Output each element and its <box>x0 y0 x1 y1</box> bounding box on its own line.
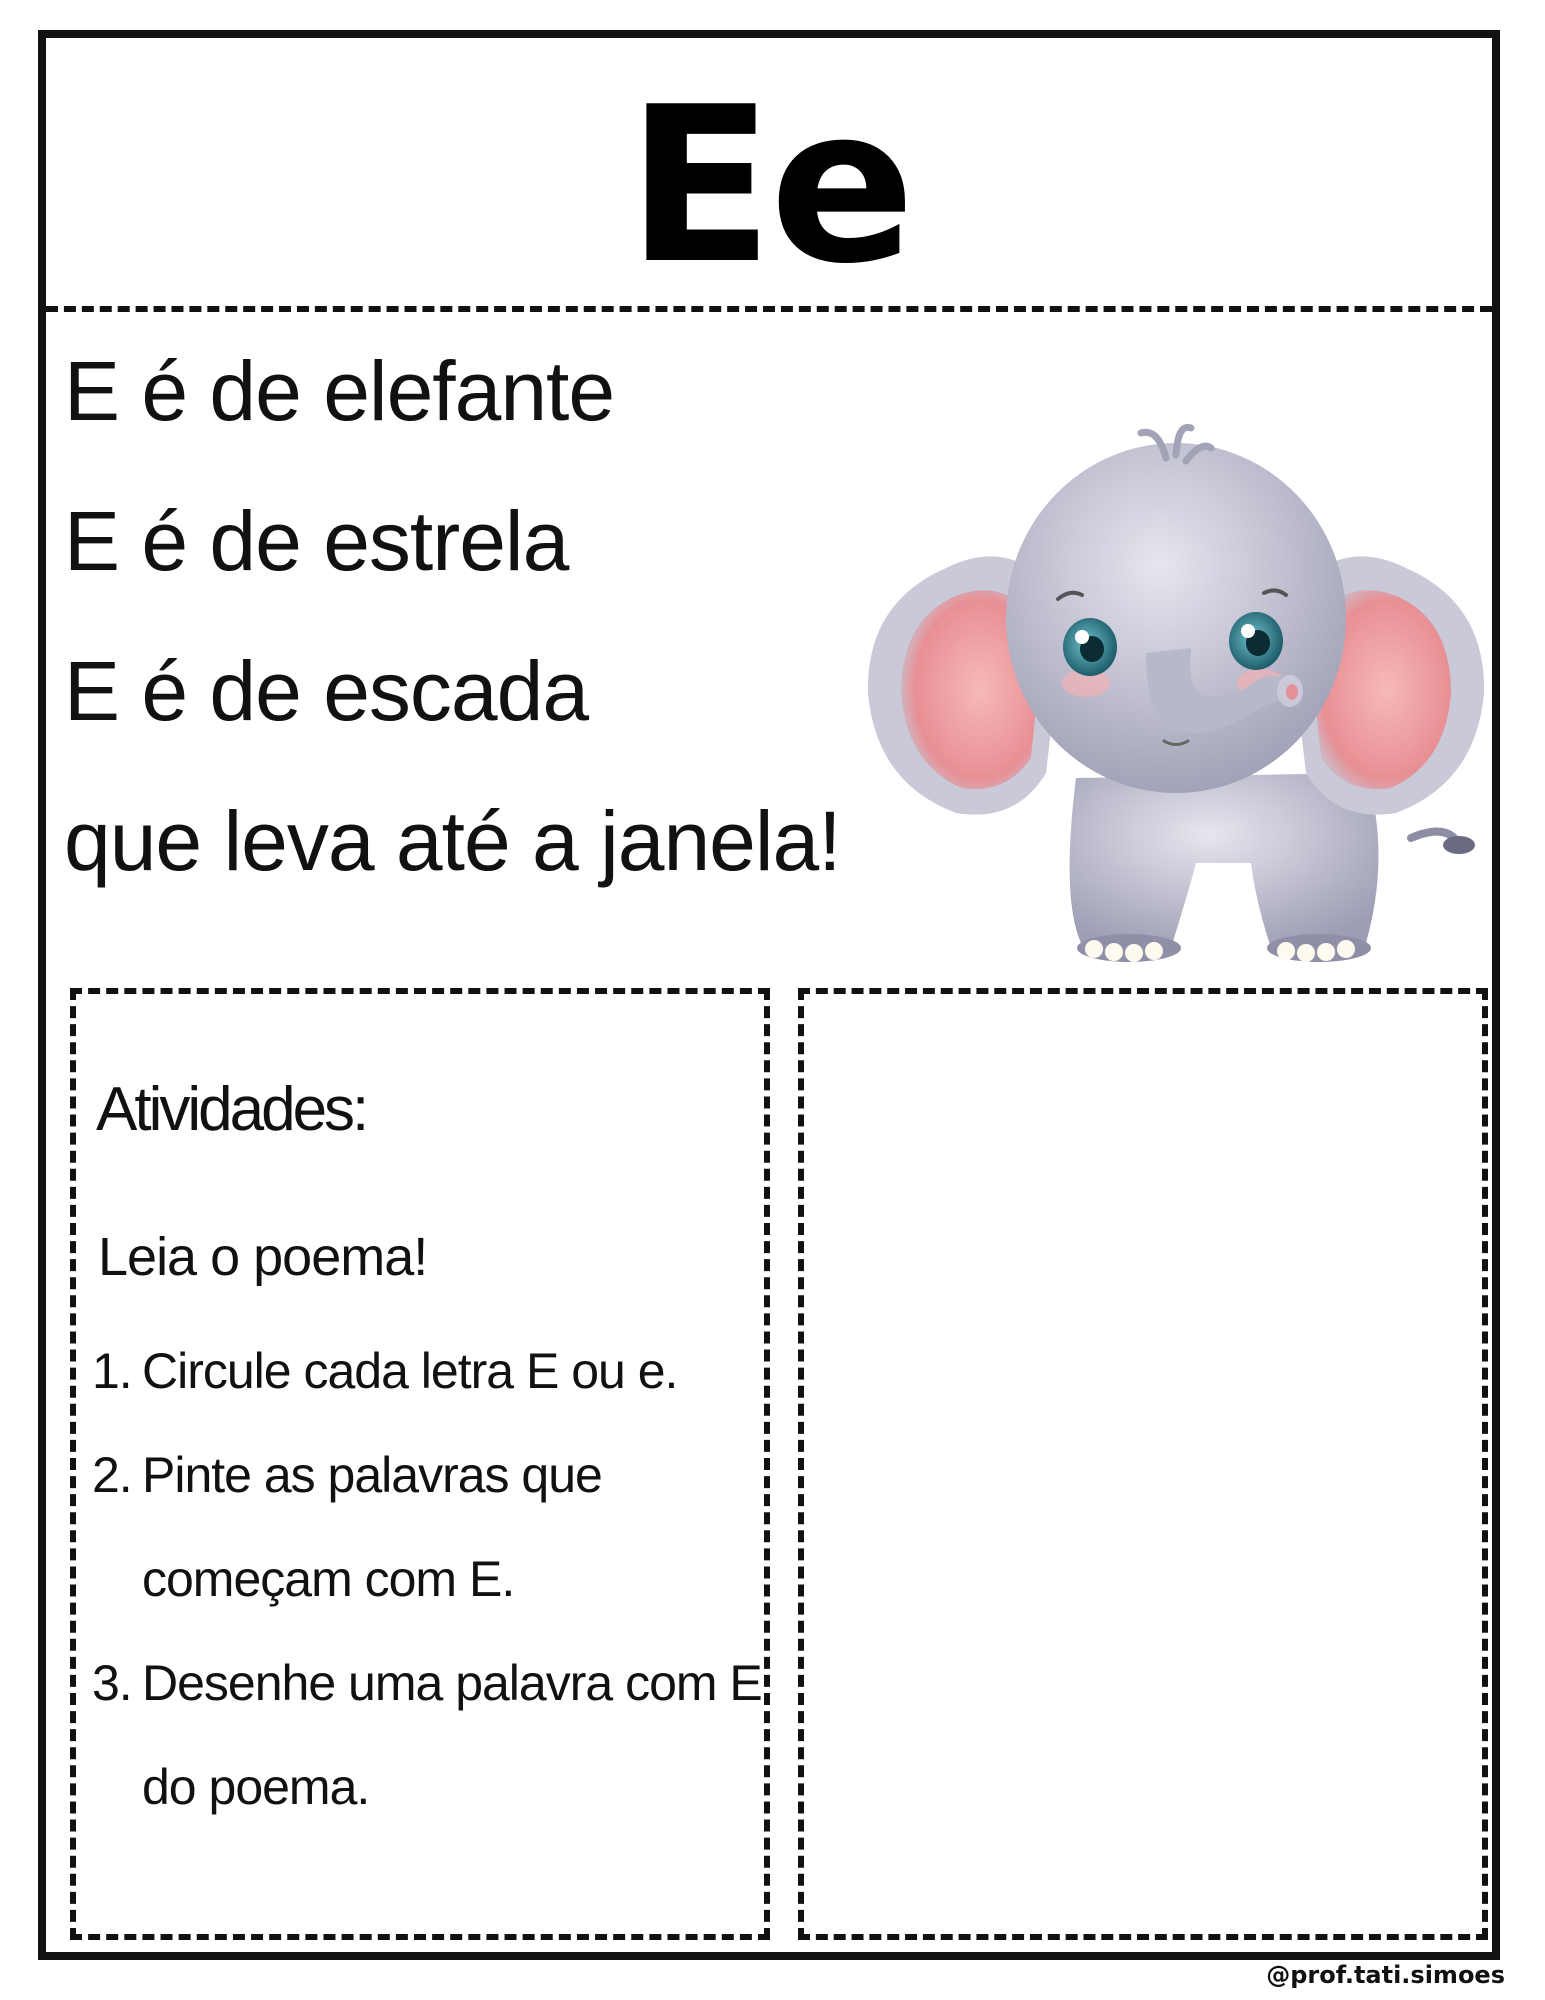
activities-intro: Leia o poema! <box>98 1227 428 1287</box>
poem-line: que leva até a janela! <box>64 794 841 888</box>
list-item-text: Pinte as palavras que começam com E. <box>142 1447 602 1607</box>
drawing-box[interactable] <box>798 988 1488 1940</box>
list-item-number: 3. <box>92 1655 132 1711</box>
poem-line: E é de estrela <box>64 494 569 588</box>
poem-line: E é de escada <box>64 644 589 738</box>
list-item-number: 2. <box>92 1447 132 1503</box>
list-item <box>92 1423 772 1631</box>
activities-list <box>92 1319 772 1839</box>
poem-line: E é de elefante <box>64 344 615 438</box>
page-title: Ee <box>626 60 912 311</box>
dashed-divider <box>46 306 1492 312</box>
list-item-text: Desenhe uma palavra com E do poema. <box>142 1655 762 1815</box>
list-item-number: 1. <box>92 1343 132 1399</box>
poem <box>64 344 841 916</box>
list-item <box>92 1631 772 1839</box>
list-item <box>92 1319 772 1423</box>
list-item-text: Circule cada letra E ou e. <box>142 1343 678 1399</box>
activities-title: Atividades: <box>96 1075 367 1144</box>
elephant-icon <box>846 403 1506 1003</box>
author-credit: @prof.tati.simoes <box>1266 1961 1505 1989</box>
worksheet <box>38 30 1500 1960</box>
activities-box <box>70 988 770 1940</box>
